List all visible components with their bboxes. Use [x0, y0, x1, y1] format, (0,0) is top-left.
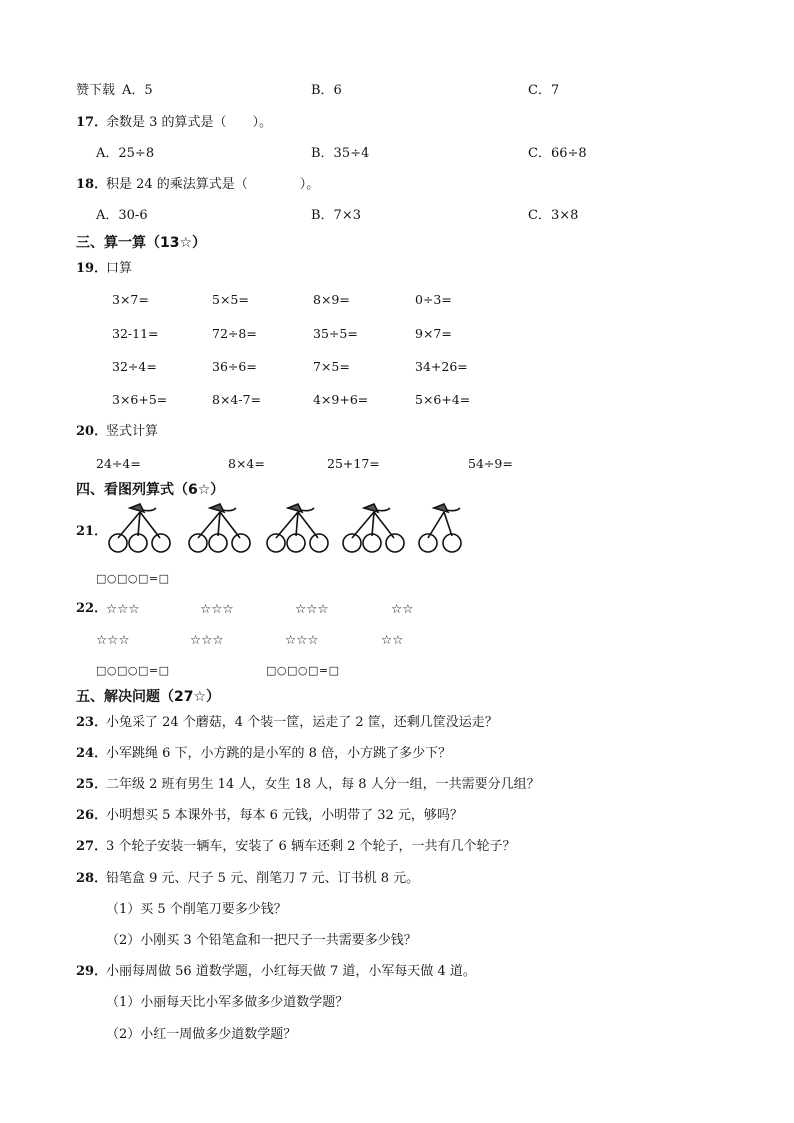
option-c: C．7 — [528, 83, 560, 98]
calc-item: 4×9+6= — [313, 392, 369, 407]
option-b: B．7×3 — [311, 208, 361, 223]
option-b: B．35÷4 — [311, 146, 370, 161]
cherry-group-icon — [264, 502, 340, 554]
star-group: ☆☆☆ — [96, 632, 130, 647]
prev-question-prefix: 赞下载 — [76, 83, 116, 98]
calc-item: 25+17= — [327, 456, 380, 471]
formula-template: □○□○□=□ — [96, 664, 170, 677]
oral-calc-row — [0, 291, 794, 311]
star-group: ☆☆☆ — [285, 632, 319, 647]
calc-item: 8×9= — [313, 292, 350, 307]
option-c: C．3×8 — [528, 208, 579, 223]
calc-item: 3×6+5= — [112, 392, 168, 407]
question-number: 28． — [76, 871, 108, 886]
section-title: 四、看图列算式（6☆） — [76, 482, 225, 498]
calc-item: 8×4-7= — [212, 392, 262, 407]
sub-question: （1）买 5 个削笔刀要多少钱？ — [106, 902, 287, 917]
oral-calc-row — [0, 358, 794, 378]
oral-calc-row — [0, 325, 794, 345]
option-b: B．6 — [311, 83, 342, 98]
sub-question: （2）小红一周做多少道数学题？ — [106, 1027, 297, 1042]
question-number: 27． — [76, 839, 108, 854]
sub-question: （1）小丽每天比小军多做多少道数学题？ — [106, 995, 349, 1010]
sub-question: （2）小刚买 3 个铅笔盒和一把尺子一共需要多少钱？ — [106, 933, 417, 948]
calc-item: 0÷3= — [415, 292, 452, 307]
question-number: 29． — [76, 964, 108, 979]
star-group: ☆☆ — [381, 632, 404, 647]
cherry-group-icon — [340, 502, 416, 554]
calc-item: 34+26= — [415, 359, 468, 374]
question-text: 3 个轮子安装一辆车，安装了 6 辆车还剩 2 个轮子，一共有几个轮子？ — [106, 839, 516, 854]
calc-item: 72÷8= — [212, 326, 257, 341]
section-title: 三、算一算（13☆） — [76, 235, 207, 251]
calc-item: 9×7= — [415, 326, 452, 341]
calc-item: 32÷4= — [112, 359, 157, 374]
question-number: 24． — [76, 746, 108, 761]
star-row — [0, 600, 794, 620]
star-group: ☆☆☆ — [106, 601, 140, 616]
calc-item: 36÷6= — [212, 359, 257, 374]
star-group: ☆☆☆ — [200, 601, 234, 616]
star-group: ☆☆ — [391, 601, 414, 616]
question-text: 余数是 3 的算式是（ ）。 — [106, 115, 273, 130]
question-number: 21． — [76, 524, 108, 539]
calc-item: 32-11= — [112, 326, 159, 341]
option-c: C．66÷8 — [528, 146, 587, 161]
question-text: 小兔采了 24 个蘑菇，4 个装一筐，运走了 2 筐，还剩几筐没运走？ — [106, 715, 498, 730]
option-a: A．25÷8 — [96, 146, 155, 161]
question-text: 二年级 2 班有男生 14 人，女生 18 人，每 8 人分一组，一共需要分几组？ — [106, 777, 540, 792]
calc-item: 35÷5= — [313, 326, 358, 341]
calc-item: 3×7= — [112, 292, 149, 307]
question-number: 26． — [76, 808, 108, 823]
calc-item: 5×6+4= — [415, 392, 471, 407]
cherry-pair-icon — [416, 502, 468, 554]
question-text: 小军跳绳 6 下，小方跳的是小军的 8 倍，小方跳了多少下？ — [106, 746, 452, 761]
vertical-calc-row — [0, 455, 794, 475]
question-text: 小丽每周做 56 道数学题，小红每天做 7 道，小军每天做 4 道。 — [106, 964, 476, 979]
question-text: 口算 — [106, 261, 133, 276]
question-text: 积是 24 的乘法算式是（ ）。 — [106, 177, 320, 192]
question-number: 17． — [76, 115, 108, 130]
section-title: 五、解决问题（27☆） — [76, 689, 221, 705]
question-text: 竖式计算 — [106, 424, 159, 439]
cherry-group-icon — [106, 502, 182, 554]
star-group: ☆☆☆ — [190, 632, 224, 647]
formula-template: □○□○□=□ — [96, 572, 170, 585]
question-number: 18． — [76, 177, 108, 192]
oral-calc-row — [0, 391, 794, 411]
question-number: 19． — [76, 261, 108, 276]
question-number: 22． — [76, 601, 108, 616]
calc-item: 24÷4= — [96, 456, 141, 471]
question-number: 25． — [76, 777, 108, 792]
question-number: 20． — [76, 424, 108, 439]
option-a: A．5 — [122, 83, 153, 98]
cherry-group-icon — [186, 502, 262, 554]
question-text: 小明想买 5 本课外书，每本 6 元钱，小明带了 32 元，够吗？ — [106, 808, 463, 823]
question-text: 铅笔盒 9 元、尺子 5 元、削笔刀 7 元、订书机 8 元。 — [106, 871, 420, 886]
formula-template: □○□○□=□ — [266, 664, 340, 677]
calc-item: 7×5= — [313, 359, 350, 374]
star-group: ☆☆☆ — [295, 601, 329, 616]
calc-item: 54÷9= — [468, 456, 513, 471]
option-a: A．30-6 — [96, 208, 148, 223]
calc-item: 8×4= — [228, 456, 265, 471]
calc-item: 5×5= — [212, 292, 249, 307]
question-number: 23． — [76, 715, 108, 730]
star-row — [0, 631, 794, 651]
